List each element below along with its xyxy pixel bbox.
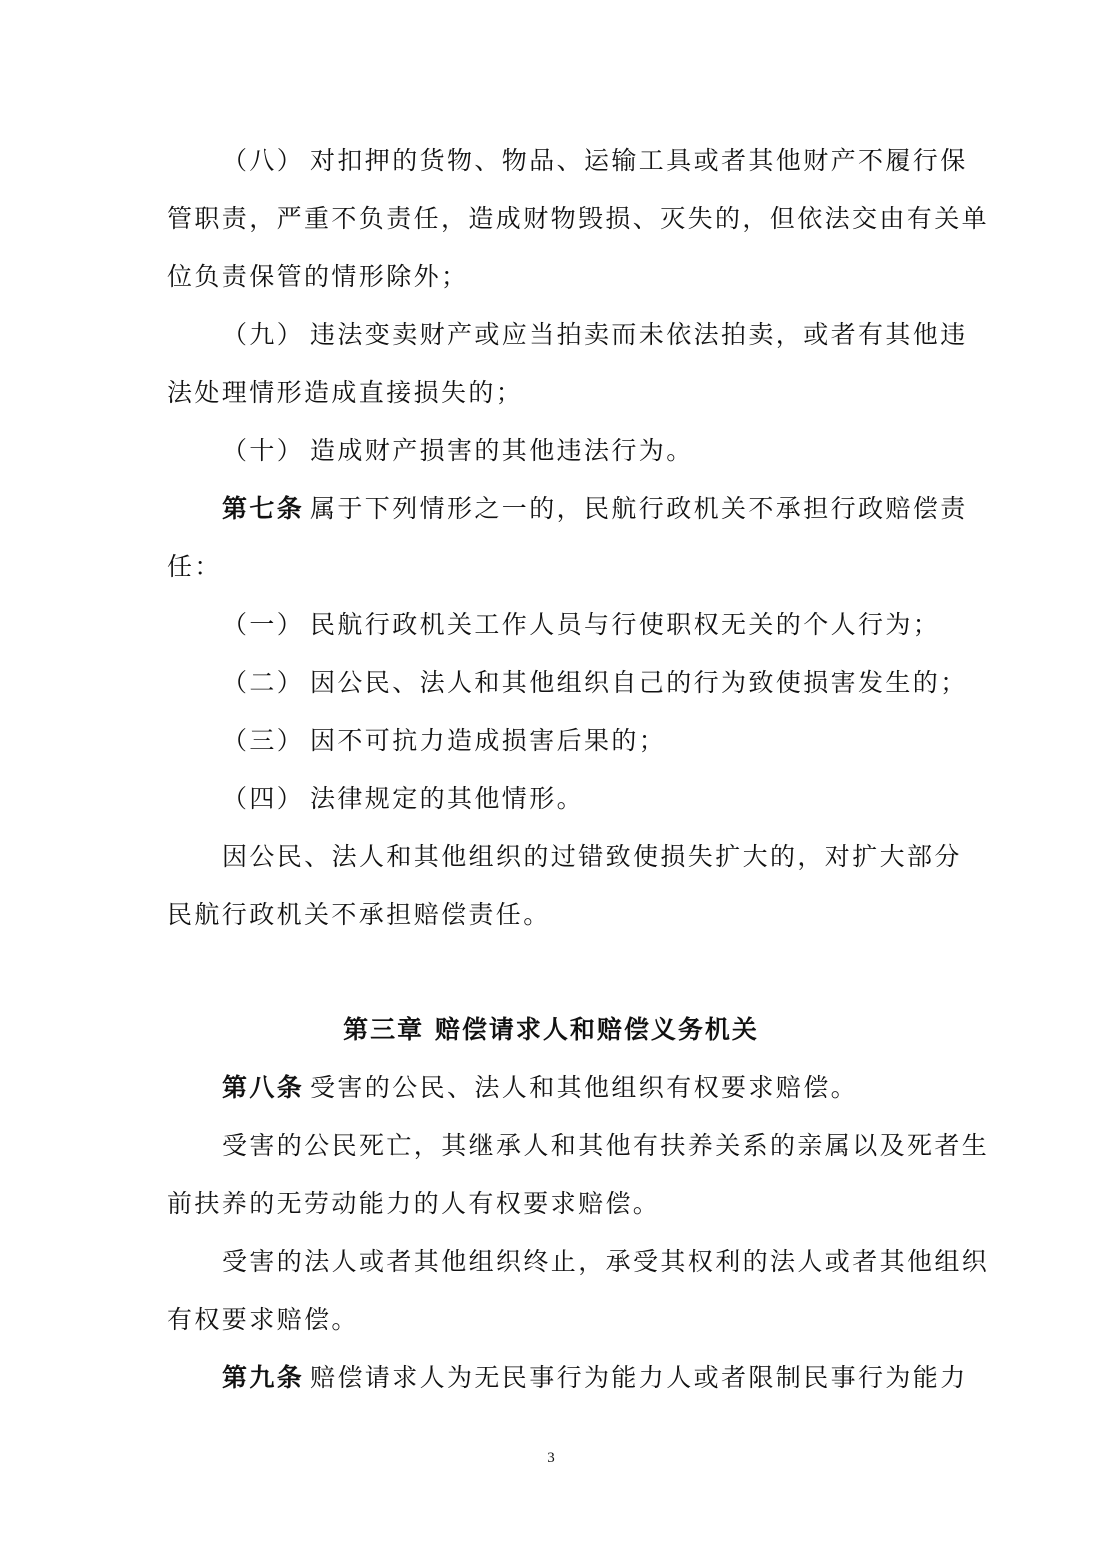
article-8-para-2-line-2: 前扶养的无劳动能力的人有权要求赔偿。 xyxy=(167,1189,661,1218)
page-number: 3 xyxy=(547,1450,555,1466)
article-7-line-1 xyxy=(222,492,968,526)
item-mark: （九） xyxy=(222,320,305,349)
item-mark: （四） xyxy=(222,784,305,813)
item-8-line-3: 位负责保管的情形除外； xyxy=(167,262,469,291)
chapter-3-title: 第三章 赔偿请求人和赔偿义务机关 xyxy=(343,1015,759,1044)
item-text: 因公民、法人和其他组织自己的行为致使损害发生的； xyxy=(310,668,968,697)
article-7-label: 第七条 xyxy=(222,494,305,523)
article-7-para-2-line-2: 民航行政机关不承担赔偿责任。 xyxy=(167,900,551,929)
item-mark: （二） xyxy=(222,668,305,697)
article-text: 赔偿请求人为无民事行为能力人或者限制民事行为能力 xyxy=(310,1363,968,1392)
item-9-line-1 xyxy=(222,318,968,352)
article-8-para-3-line-1: 受害的法人或者其他组织终止，承受其权利的法人或者其他组织 xyxy=(222,1247,990,1276)
item-text: 造成财产损害的其他违法行为。 xyxy=(310,436,694,465)
article-8-label: 第八条 xyxy=(222,1073,305,1102)
item-text: 违法变卖财产或应当拍卖而未依法拍卖，或者有其他违 xyxy=(310,320,968,349)
article-8-line-1 xyxy=(222,1071,937,1105)
item-8-line-2: 管职责，严重不负责任，造成财物毁损、灭失的，但依法交由有关单 xyxy=(167,204,990,233)
item-mark: （三） xyxy=(222,726,305,755)
item-text: 对扣押的货物、物品、运输工具或者其他财产不履行保 xyxy=(310,146,968,175)
article-7-item-1 xyxy=(222,608,941,642)
article-9-label: 第九条 xyxy=(222,1363,305,1392)
item-mark: （十） xyxy=(222,436,305,465)
article-text: 受害的公民、法人和其他组织有权要求赔偿。 xyxy=(310,1073,859,1102)
article-8-para-2-line-1: 受害的公民死亡，其继承人和其他有扶养关系的亲属以及死者生 xyxy=(222,1131,990,1160)
item-mark: （八） xyxy=(222,146,305,175)
article-7-item-3 xyxy=(222,724,937,758)
item-8-line-1 xyxy=(222,144,968,178)
article-text: 属于下列情形之一的，民航行政机关不承担行政赔偿责 xyxy=(310,494,968,523)
item-text: 因不可抗力造成损害后果的； xyxy=(310,726,667,755)
article-8-para-3-line-2: 有权要求赔偿。 xyxy=(167,1305,359,1334)
item-9-line-2: 法处理情形造成直接损失的； xyxy=(167,378,524,407)
item-text: 民航行政机关工作人员与行使职权无关的个人行为； xyxy=(310,610,941,639)
item-10-line-1 xyxy=(222,434,937,468)
item-mark: （一） xyxy=(222,610,305,639)
article-7-para-2-line-1: 因公民、法人和其他组织的过错致使损失扩大的，对扩大部分 xyxy=(222,842,962,871)
item-text: 法律规定的其他情形。 xyxy=(310,784,585,813)
article-7-item-2 xyxy=(222,666,968,700)
article-9-line-1 xyxy=(222,1361,968,1395)
article-7-item-4 xyxy=(222,782,937,816)
article-7-line-2: 任： xyxy=(167,552,222,581)
